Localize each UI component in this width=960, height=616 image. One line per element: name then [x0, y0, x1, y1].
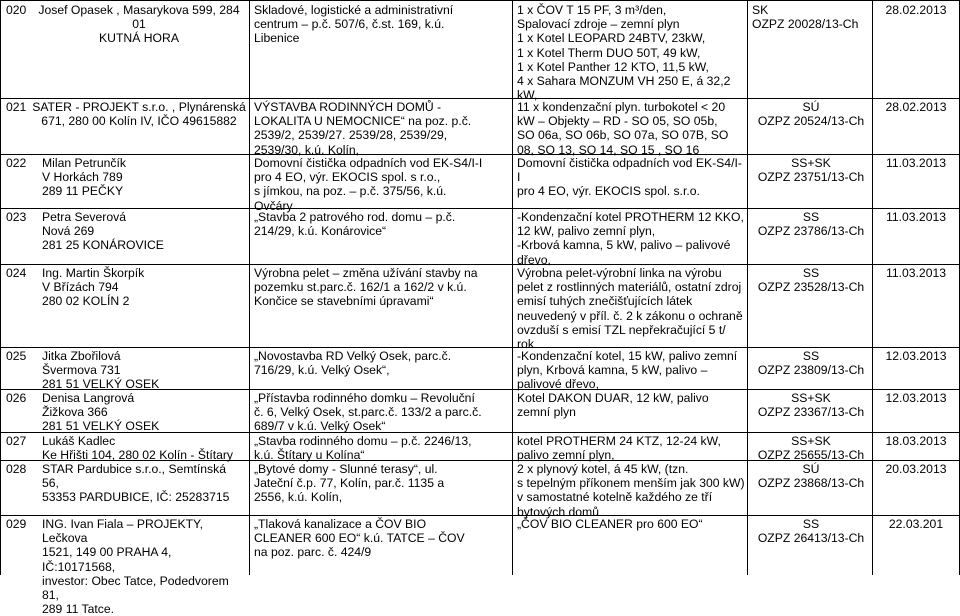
location-cell: Výrobna pelet – změna užívání stavby na pozemku st.parc.č. 162/1 a 162/2 v k.ú. Končice se stavebními úpravami“ — [254, 266, 478, 309]
reference-cell: SS+SK OZPZ 23367/13-Ch — [757, 391, 865, 420]
row-divider — [0, 347, 960, 348]
applicant-cell: Denisa Langrová Žižkova 366 281 51 VELKÝ OSEK — [42, 391, 160, 434]
column-divider — [512, 0, 513, 575]
row-number: 022 — [6, 156, 27, 170]
location-cell: „Přístavba rodinného domku – Revoluční č. 6, Velký Osek, st.parc.č. 133/2 a parc.č. 689/7 v k.ú. Velký Osek“ — [254, 391, 482, 434]
applicant-cell: Ing. Martin Škorpík V Břízách 794 280 02 KOLÍN 2 — [42, 266, 145, 309]
date-cell: 12.03.2013 — [885, 349, 947, 363]
row-number: 023 — [6, 210, 27, 224]
location-cell: „Stavba rodinného domu – p.č. 2246/13, k.ú. Štítary u Kolína“ — [254, 434, 472, 463]
location-cell: „Tlaková kanalizace a ČOV BIO CLEANER 600 EO“ k.ú. TATCE – ČOV na poz. parc. č. 424/9 — [254, 517, 465, 560]
location-cell: VÝSTAVBA RODINNÝCH DOMŮ - LOKALITA U NEMOCNICE“ na poz. p.č. 2539/2, 2539/27. 2539/28, 2539/29, 2539/30, k.ú. Kolín, — [254, 100, 472, 157]
applicant-cell: Josef Opasek , Masarykova 599, 284 01 KUTNÁ HORA — [38, 3, 240, 46]
date-cell: 28.02.2013 — [885, 3, 947, 17]
location-cell: „Bytové domy - Slunné terasy“, ul. Jateční č.p. 77, Kolín, par.č. 1135 a 2556, k.ú. Kolín, — [254, 462, 445, 505]
column-divider — [872, 0, 873, 575]
reference-cell: SK OZPZ 20028/13-Ch — [752, 3, 859, 32]
applicant-cell: STAR Pardubice s.r.o., Semtínská 56, 53353 PARDUBICE, IČ: 25283715 — [42, 462, 230, 505]
source-cell: Domovní čistička odpadních vod EK-S4/I-I pro 4 EO, výr. EKOCIS spol. s.r.o. — [517, 156, 742, 199]
date-cell: 20.03.2013 — [885, 462, 947, 476]
location-cell: „Stavba 2 patrového rod. domu – p.č. 214/29, k.ú. Konárovice“ — [254, 210, 456, 239]
row-divider — [0, 515, 960, 516]
table-border-left — [0, 0, 1, 575]
applicant-cell: ING. Ivan Fiala – PROJEKTY, Lečkova 1521, 149 00 PRAHA 4, IČ:10171568, investor: Obec Tatce, Podedvorem 81, 289 11 Tatce. — [42, 517, 229, 616]
location-cell: Domovní čistička odpadních vod EK-S4/I-I pro 4 EO, výr. EKOCIS spol. s r.o., s jímkou, na poz. – p.č. 375/56, k.ú. Ovčáry — [254, 156, 483, 213]
date-cell: 11.03.2013 — [885, 210, 947, 224]
location-cell: „Novostavba RD Velký Osek, parc.č. 716/29, k.ú. Velký Osek“, — [254, 349, 452, 378]
row-number: 029 — [6, 517, 27, 531]
row-number: 021 — [6, 100, 27, 114]
source-cell: 1 x ČOV T 15 PF, 3 m³/den, Spalovací zdroje – zemní plyn 1 x Kotel LEOPARD 24BTV, 23kW, 1 x Kotel Therm DUO 50T, 49 kW, 1 x Kotel Panther 12 KTO, 11,5 kW, 4 x Sahara MONZUM VH 250 E, á 32,2 kW, — [517, 3, 731, 103]
reference-cell: SS OZPZ 23809/13-Ch — [757, 349, 865, 378]
date-cell: 12.03.2013 — [885, 391, 947, 405]
source-cell: 11 x kondenzační plyn. turbokotel < 20 kW – Objekty – RD - SO 05, SO 05b, SO 06a, SO 06b, SO 07a, SO 07B, SO 08, SO 13, SO 14, SO 15 , SO 16 — [517, 100, 729, 157]
source-cell: „ČOV BIO CLEANER pro 600 EO“ — [517, 517, 703, 531]
source-cell: Kotel DAKON DUAR, 12 kW, palivo zemní plyn — [517, 391, 709, 420]
date-cell: 22.03.201 — [888, 517, 944, 531]
row-number: 025 — [6, 349, 27, 363]
date-cell: 11.03.2013 — [885, 156, 947, 170]
reference-cell: SS OZPZ 26413/13-Ch — [757, 517, 865, 546]
row-number: 028 — [6, 462, 27, 476]
reference-cell: SS OZPZ 23786/13-Ch — [757, 210, 865, 239]
date-cell: 18.03.2013 — [885, 434, 947, 448]
reference-cell: SS+SK OZPZ 25655/13-Ch — [757, 434, 865, 463]
column-divider — [249, 0, 250, 575]
source-cell: Výrobna pelet-výrobní linka na výrobu pelet z rostlinných materiálů, ostatní zdroj emisí tuhých znečišťujících látek neuvedený v příl. č. 2 k zákonu o ochraně ovzduší s emisí TZL nepřekračující 5 t/ rok — [517, 266, 743, 352]
row-divider — [0, 0, 960, 1]
row-divider — [0, 264, 960, 265]
row-number: 027 — [6, 434, 27, 448]
date-cell: 11.03.2013 — [885, 266, 947, 280]
applicant-cell: Milan Petrunčík V Horkách 789 289 11 PEČKY — [42, 156, 126, 199]
row-divider — [0, 98, 960, 99]
row-number: 026 — [6, 391, 27, 405]
source-cell: 2 x plynový kotel, á 45 kW, (tzn. s tepelným příkonem menším jak 300 kW) v samostatné kotelně každého ze tří bytových domů — [517, 462, 745, 519]
reference-cell: SS+SK OZPZ 23751/13-Ch — [757, 156, 865, 185]
applicant-cell: Petra Severová Nová 269 281 25 KONÁROVICE — [42, 210, 164, 253]
applicant-cell: Lukáš Kadlec Ke Hřišti 104, 280 02 Kolín - Štítary — [42, 434, 234, 463]
row-number: 020 — [6, 3, 27, 17]
source-cell: -Kondenzační kotel PROTHERM 12 KKO, 12 kW, palivo zemní plyn, -Krbová kamna, 5 kW, palivo – palivové dřevo, — [517, 210, 744, 267]
column-divider — [747, 0, 748, 575]
reference-cell: SS OZPZ 23528/13-Ch — [757, 266, 865, 295]
applicant-cell: SATER - PROJEKT s.r.o. , Plynárenská 671, 280 00 Kolín IV, IČO 49615882 — [32, 100, 246, 129]
source-cell: -Kondenzační kotel, 15 kW, palivo zemní plyn, Krbová kamna, 5 kW, palivo – palivové dřevo, — [517, 349, 738, 392]
reference-cell: SÚ OZPZ 20524/13-Ch — [757, 100, 865, 129]
applicant-cell: Jitka Zbořilová Švermova 731 281 51 VELKÝ OSEK — [42, 349, 160, 392]
location-cell: Skladové, logistické a administrativní centrum – p.č. 507/6, č.st. 169, k.ú. Libenice — [254, 3, 454, 46]
source-cell: kotel PROTHERM 24 KTZ, 12-24 kW, palivo zemní plyn, — [517, 434, 721, 463]
reference-cell: SÚ OZPZ 23868/13-Ch — [757, 462, 865, 491]
date-cell: 28.02.2013 — [885, 100, 947, 114]
row-number: 024 — [6, 266, 27, 280]
